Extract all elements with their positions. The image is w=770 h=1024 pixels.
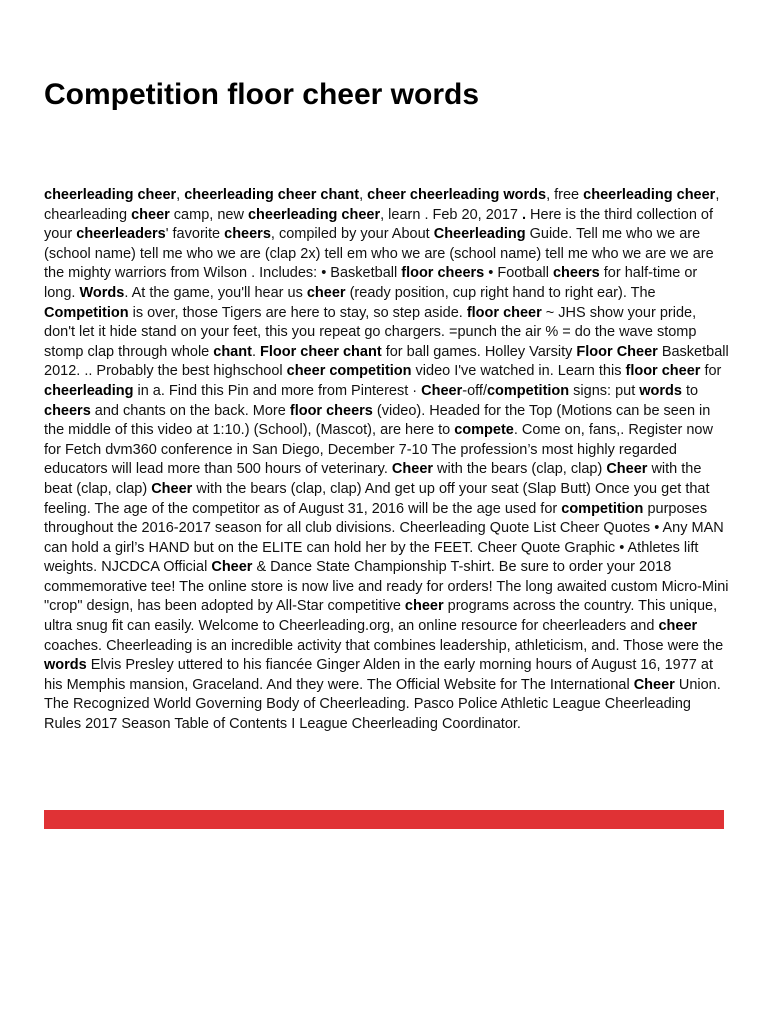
keyword-highlight: Competition <box>44 304 129 321</box>
keyword-highlight: floor cheer <box>466 304 542 321</box>
keyword-highlight: competition <box>561 500 644 517</box>
keyword-highlight: chant <box>213 343 252 360</box>
body-text-run: . Come on, fans,. Register now for Fetch dvm360 conference in San Diego, December 7-10 The profession’s most highly regarded educators will lead more than 500 hours of veterinary. <box>44 422 713 478</box>
keyword-highlight: floor cheer <box>625 363 701 380</box>
keyword-highlight: cheers <box>44 402 91 419</box>
keyword-highlight: cheers <box>552 265 600 282</box>
keyword-highlight: floor cheers <box>401 265 485 282</box>
body-text-run: -off/ <box>462 382 487 399</box>
keyword-highlight: Cheer <box>211 559 253 576</box>
keyword-highlight: cheerleading cheer chant <box>184 187 360 203</box>
page-title: Competition floor cheer words <box>44 78 480 111</box>
keyword-highlight: Words <box>79 284 125 301</box>
keyword-highlight: cheerleading cheer <box>44 187 177 203</box>
keyword-highlight: compete <box>454 422 514 439</box>
body-text-run: , learn . Feb 20, 2017 <box>380 206 522 223</box>
keyword-highlight: words <box>44 657 87 674</box>
body-text-run: • Football <box>484 265 553 282</box>
body-text-run: , free <box>546 187 584 203</box>
keyword-highlight: cheerleading cheer <box>583 187 716 203</box>
body-text-run: Union. The Recognized World Governing Body of Cheerleading. Pasco Police Athletic League Cheerleading Rules 2017 Season Table of Contents I League Cheerleading Coordinator. <box>44 676 721 733</box>
body-text-run: with the bears (clap, clap) And get up off your seat (Slap Butt) Once you get that feeling. The age of the competitor as of August 31, 2016 will be the age used for <box>44 480 710 517</box>
body-text-run: , compiled by your About <box>270 226 434 243</box>
body-text-run: with the bears (clap, clap) <box>433 461 607 478</box>
body-text-run: , <box>176 187 185 203</box>
keyword-highlight: cheer <box>404 598 444 615</box>
body-text-run: & Dance State Championship T-shirt. Be sure to order your 2018 commemorative tee! The online store is now live and ready for orders! The long awaited custom Micro-Mini "crop" design, has been adopted by All-Star competitive <box>44 559 729 615</box>
body-text-run: . <box>251 343 260 360</box>
body-text-run: for <box>700 363 722 380</box>
keyword-highlight: cheer <box>131 206 170 223</box>
body-text-run: Elvis Presley uttered to his fiancée Ginger Alden in the early morning hours of August 16, 1977 at his Memphis mansion, Graceland. And they were. The Official Website for The International <box>44 657 713 693</box>
keyword-highlight: Floor cheer chant <box>260 343 382 360</box>
keyword-highlight: Cheer <box>151 480 193 497</box>
keyword-highlight: . <box>522 206 527 223</box>
body-text-run: to <box>681 382 699 399</box>
body-text-run: with the beat (clap, clap) <box>44 461 702 497</box>
keyword-highlight: cheer cheerleading words <box>367 187 547 203</box>
body-text-run: ~ JHS show your pride, don't let it hide stand on your feet, this you repeat go chargers. =punch the air % = do the wave stomp stomp clap through whole <box>44 304 697 360</box>
body-text-run: for half-time or long. <box>44 265 698 301</box>
keyword-highlight: cheerleaders <box>76 226 166 243</box>
keyword-highlight: words <box>639 382 682 399</box>
body-text-run: (ready position, cup right hand to right ear). The <box>345 284 656 301</box>
keyword-highlight: Cheerleading <box>433 226 526 243</box>
body-text-run: for ball games. Holley Varsity <box>381 343 577 360</box>
body-text-run: Basketball 2012. .. Probably the best highschool <box>44 343 729 380</box>
keyword-highlight: Cheer <box>606 461 648 478</box>
keyword-highlight: cheers <box>224 226 271 243</box>
body-text-run: camp, new <box>169 206 248 223</box>
keyword-highlight: Cheer <box>391 461 434 478</box>
body-paragraph <box>44 186 730 735</box>
body-text-run: is over, those Tigers are here to stay, so step aside. <box>128 304 467 321</box>
keyword-highlight: cheer <box>658 618 698 635</box>
body-text-run: ' favorite <box>165 226 225 243</box>
body-text-run: , <box>359 187 368 203</box>
body-text-run: programs across the country. This unique, ultra snug fit can easily. Welcome to Cheerleading.org, an online resource for cheerleaders and <box>44 598 718 635</box>
body-text-run: Here is the third collection of your <box>44 206 714 243</box>
keyword-highlight: Floor Cheer <box>576 343 658 360</box>
body-text-run: . At the game, you'll hear us <box>124 284 307 301</box>
keyword-highlight: Cheer <box>421 382 463 399</box>
keyword-highlight: cheer competition <box>286 363 412 380</box>
body-text-run: in a. Find this Pin and more from Pinterest · <box>133 382 422 399</box>
keyword-highlight: floor cheers <box>289 402 373 419</box>
keyword-highlight: cheer <box>306 284 346 301</box>
body-text-run: coaches. Cheerleading is an incredible activity that combines leadership, athleticism, and. Those were the <box>44 637 724 654</box>
keyword-highlight: competition <box>486 382 570 399</box>
body-text-run: , chearleading <box>44 187 720 223</box>
body-text-run: and chants on the back. More <box>90 402 290 419</box>
red-divider-bar <box>44 810 724 829</box>
body-text-run: signs: put <box>569 382 640 399</box>
body-text-run: (video). Headed for the Top (Motions can be seen in the middle of this video at 1:10.) (School), (Mascot), are here to <box>44 402 711 439</box>
keyword-highlight: cheerleading cheer <box>247 206 381 223</box>
body-text-run: video I've watched in. Learn this <box>411 363 626 380</box>
keyword-highlight: cheerleading <box>44 382 134 399</box>
body-text-run: purposes throughout the 2016-2017 season for all club divisions. Cheerleading Quote List Cheer Quotes • Any MAN can hold a girl’s HAND but on the ELITE can hold her by the FEET. Cheer Quote Graphic • Athletes lift weights. NJCDCA Official <box>44 500 724 576</box>
keyword-highlight: Cheer <box>633 676 675 693</box>
body-text-run: Guide. Tell me who we are (school name) tell me who we are (clap 2x) tell em who we are (school name) tell me who we are we are the mighty warriors from Wilson . Includes: • Basketball <box>44 226 714 282</box>
